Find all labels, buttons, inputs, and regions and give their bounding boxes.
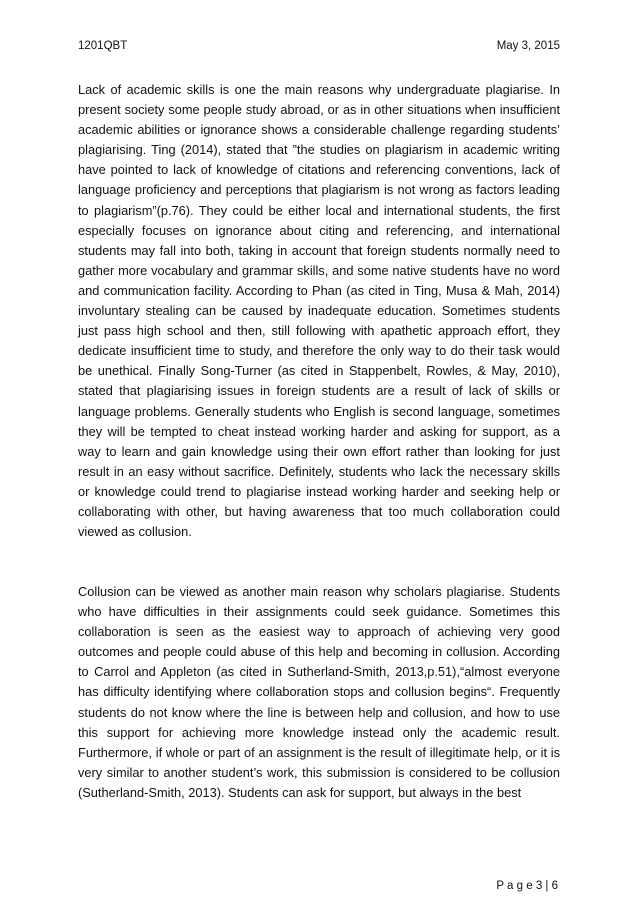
- paragraph-text: Collusion can be viewed as another main reason why scholars plagiarise. Students who have difficulties in their assignments could seek guidance. Sometimes this collaboration is seen as the easiest way to approach of achieving very good outcomes and people could abuse of this help and becoming in collusion. According to Carrol and Appleton (as cited in Sutherland-Smith, 2013,p.51),“almost everyone has difficulty identifying where collaboration stops and collusion begins“. Frequently students do not know where the line is between help and collusion, and how to use this support for achieving more knowledge instead only the academic result. Furthermore, if whole or part of an assignment is the result of illegitimate help, or it is very similar to another student’s work, this submission is considered to be collusion (Sutherland-Smith, 2013). Students can ask for support, but always in the best: [78, 584, 560, 800]
- document-date: May 3, 2015: [496, 40, 560, 52]
- page-number: P a g e 3 | 6: [496, 880, 558, 892]
- paragraph-collusion: [78, 582, 560, 803]
- paragraph-text: Lack of academic skills is one the main reasons why undergraduate plagiarise. In present society some people study abroad, or as in other situations when insufficient academic abilities or ignorance shows a considerable challenge regarding students’ plagiarising. Ting (2014), stated that ”the studies on plagiarism in academic writing have pointed to lack of knowledge of citations and referencing conventions, lack of language proficiency and perceptions that plagiarism is not wrong as factors leading to plagiarism”(p.76). They could be either local and international students, the first especially focuses on ignorance about citing and referencing, and international students may fall into both, taking in account that foreign students normally need to gather more vocabulary and grammar skills, and some native students have no word and communication facility. According to Phan (as cited in Ting, Musa & Mah, 2014) involuntary stealing can be caused by inadequate education. Sometimes students just pass high school and then, still following with apathetic approach effort, they dedicate insufficient time to study, and therefore the only way to do their task would be unethical. Finally Song-Turner (as cited in Stappenbelt, Rowles, & May, 2010), stated that plagiarising issues in foreign students are a result of lack of skills or language problems. Generally students who English is second language, sometimes they will be tempted to cheat instead working harder and asking for support, as a way to learn and gain knowledge using their own effort rather than looking for just result in an easy without sacrifice. Definitely, students who lack the necessary skills or knowledge could trend to plagiarise instead working harder and seeking help or collaborating with other, but having awareness that too much collaboration could viewed as collusion.: [78, 82, 560, 540]
- page-header: [78, 40, 560, 58]
- paragraph-academic-skills: [78, 80, 560, 542]
- document-id: 1201QBT: [78, 40, 128, 52]
